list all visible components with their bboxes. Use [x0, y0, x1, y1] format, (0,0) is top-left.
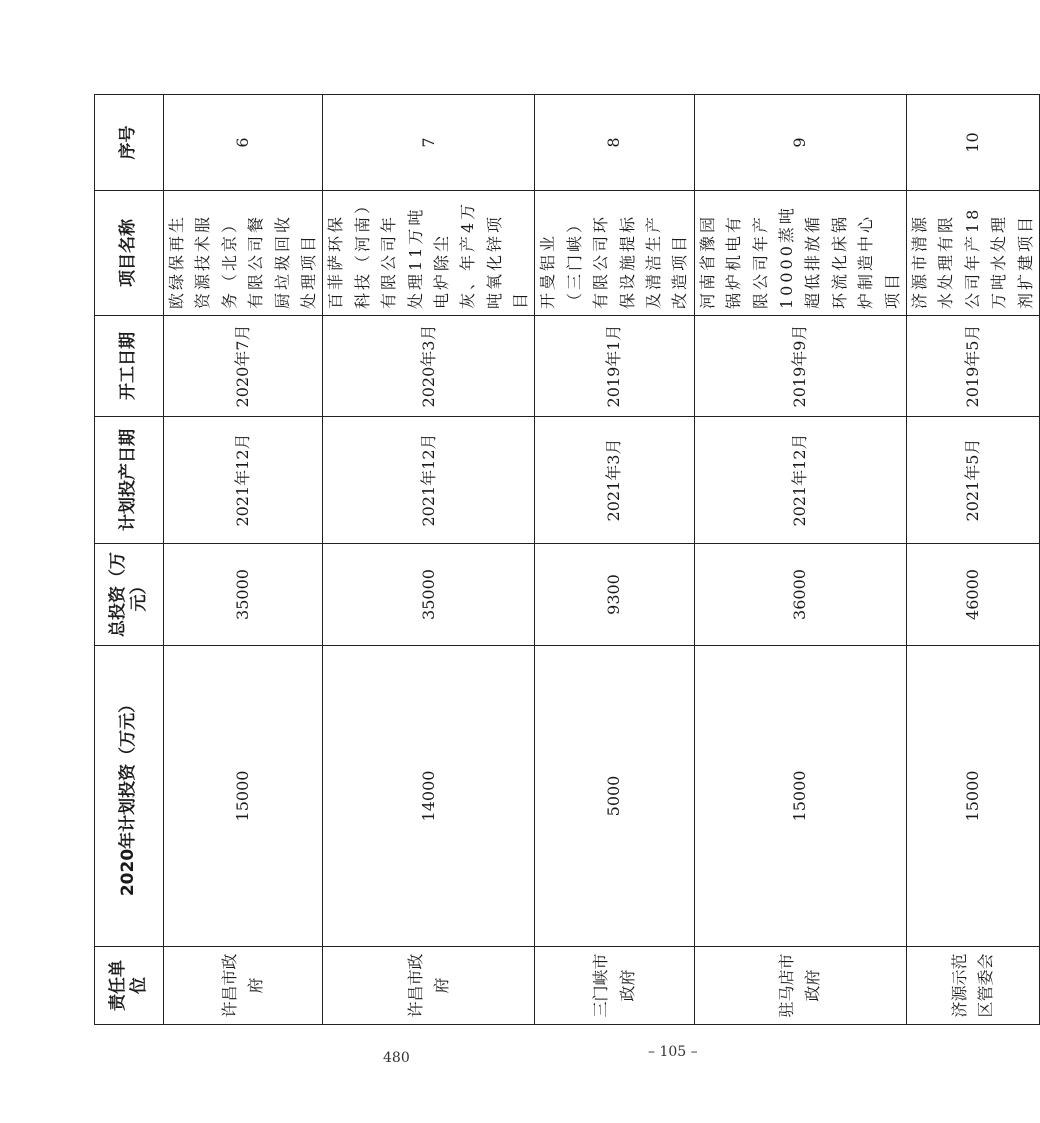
project-table [94, 94, 1040, 1025]
cell-unit: 济源示范区管委会 [906, 947, 1039, 1025]
cell-start: 2019年5月 [906, 316, 1039, 417]
cell-name: 河南省豫园锅炉机电有限公司年产10000蒸吨超低排放循环流化床锅炉制造中心项目 [694, 191, 906, 316]
cell-start: 2019年9月 [694, 316, 906, 417]
cell-total: 36000 [694, 544, 906, 646]
cell-start: 2019年1月 [535, 316, 694, 417]
cell-name: 济源市清源水处理有限公司年产18万吨水处理剂扩建项目 [906, 191, 1039, 316]
cell-total: 35000 [164, 544, 323, 646]
header-plan2020: 2020年计划投资（万元） [95, 646, 164, 947]
table-header-row [95, 95, 164, 1025]
cell-unit: 许昌市政府 [164, 947, 323, 1025]
header-start: 开工日期 [95, 316, 164, 417]
cell-production: 2021年12月 [694, 417, 906, 544]
cell-production: 2021年3月 [535, 417, 694, 544]
table-row [535, 95, 694, 1025]
table-row [323, 95, 535, 1025]
page-number-right: – 105 – [648, 1044, 698, 1060]
cell-start: 2020年7月 [164, 316, 323, 417]
cell-seq: 10 [906, 95, 1039, 191]
cell-production: 2021年12月 [164, 417, 323, 544]
page-number-center: 480 [383, 1050, 410, 1066]
header-name: 项目名称 [95, 191, 164, 316]
cell-total: 35000 [323, 544, 535, 646]
cell-name: 欧绿保再生资源技术服务（北京）有限公司餐厨垃圾回收处理项目 [164, 191, 323, 316]
header-total: 总投资（万元） [95, 544, 164, 646]
cell-plan2020: 15000 [694, 646, 906, 947]
cell-seq: 7 [323, 95, 535, 191]
cell-production: 2021年5月 [906, 417, 1039, 544]
cell-name: 百菲萨环保科技（河南）有限公司年处理11万吨电炉除尘灰、年产4万吨氧化锌项目 [323, 191, 535, 316]
cell-plan2020: 5000 [535, 646, 694, 947]
cell-unit: 驻马店市政府 [694, 947, 906, 1025]
cell-total: 9300 [535, 544, 694, 646]
header-seq: 序号 [95, 95, 164, 191]
table-row [906, 95, 1039, 1025]
cell-unit: 三门峡市政府 [535, 947, 694, 1025]
table-row [694, 95, 906, 1025]
cell-production: 2021年12月 [323, 417, 535, 544]
rotated-table-container [94, 95, 1035, 1025]
header-production: 计划投产日期 [95, 417, 164, 544]
cell-name: 开曼铝业（三门峡）有限公司环保设施提标及清洁生产改造项目 [535, 191, 694, 316]
cell-total: 46000 [906, 544, 1039, 646]
cell-seq: 9 [694, 95, 906, 191]
cell-plan2020: 14000 [323, 646, 535, 947]
header-unit: 责任单位 [95, 947, 164, 1025]
cell-plan2020: 15000 [164, 646, 323, 947]
cell-unit: 许昌市政府 [323, 947, 535, 1025]
table-row [164, 95, 323, 1025]
cell-start: 2020年3月 [323, 316, 535, 417]
cell-plan2020: 15000 [906, 646, 1039, 947]
cell-seq: 8 [535, 95, 694, 191]
cell-seq: 6 [164, 95, 323, 191]
